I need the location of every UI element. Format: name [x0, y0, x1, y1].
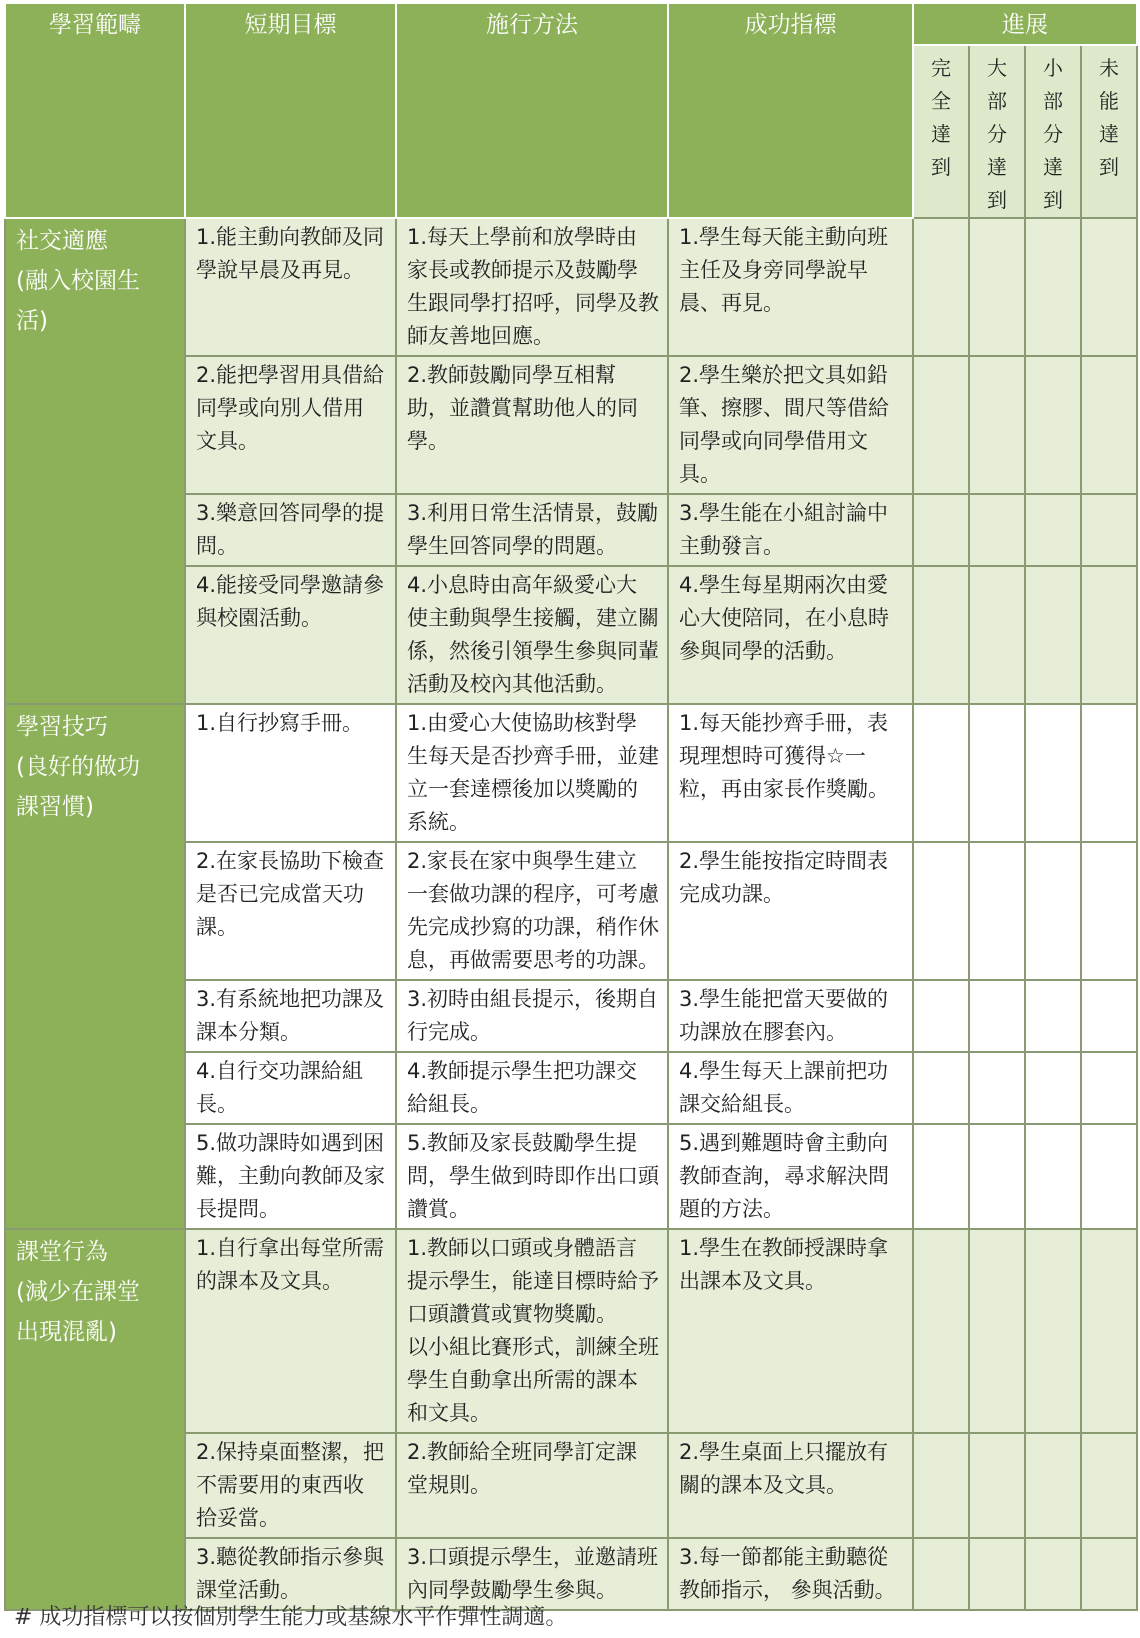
cell-text: 完成功課。	[679, 882, 784, 906]
progress-fully-achieved-cell[interactable]	[913, 356, 969, 494]
indicator-cell	[668, 1433, 913, 1538]
method-cell	[396, 704, 668, 842]
progress-mostly-achieved-cell[interactable]	[969, 494, 1025, 566]
cell-text: 晨、再見。	[679, 291, 784, 315]
cell-text: 不需要用的東西收	[196, 1473, 364, 1497]
cell-text: 提示學生，能達目標時給予	[407, 1269, 659, 1293]
domain-text: 課習慣)	[16, 794, 94, 820]
progress-mostly-achieved-cell[interactable]	[969, 704, 1025, 842]
cell-text: 心大使陪同，在小息時	[679, 606, 889, 630]
cell-text: 關的課本及文具。	[679, 1473, 847, 1497]
cell-text: 課堂活動。	[196, 1578, 301, 1602]
goal-cell	[185, 1229, 396, 1433]
cell-text: 教師指示， 參與活動。	[679, 1578, 896, 1602]
cell-text: 行完成。	[407, 1020, 491, 1044]
progress-fully-achieved-cell[interactable]	[913, 494, 969, 566]
progress-header-char: 小	[1043, 56, 1063, 80]
cell-text: 2.學生能按指定時間表	[679, 849, 889, 873]
domain-cell	[5, 704, 185, 1229]
cell-text: 教師查詢，尋求解決問	[679, 1164, 889, 1188]
progress-partly-achieved-cell[interactable]	[1025, 494, 1081, 566]
progress-fully-achieved-cell[interactable]	[913, 1538, 969, 1610]
progress-fully-achieved-cell[interactable]	[913, 1229, 969, 1433]
method-cell	[396, 494, 668, 566]
cell-text: 1.學生每天能主動向班	[679, 225, 889, 249]
goal-cell	[185, 1433, 396, 1538]
plan-body	[5, 218, 1137, 1610]
method-cell	[396, 1052, 668, 1124]
method-cell	[396, 1124, 668, 1229]
header-success-indicator: 成功指標	[668, 3, 913, 218]
cell-text: 功課放在膠套內。	[679, 1020, 847, 1044]
progress-fully-achieved-cell[interactable]	[913, 566, 969, 704]
progress-fully-achieved-cell[interactable]	[913, 704, 969, 842]
progress-header-char: 到	[931, 155, 951, 179]
goal-cell	[185, 356, 396, 494]
header-progress: 進展	[913, 3, 1137, 45]
goal-cell	[185, 494, 396, 566]
cell-text: 4.能接受同學邀請參	[196, 573, 385, 597]
indicator-cell	[668, 842, 913, 980]
cell-text: 主動發言。	[679, 534, 784, 558]
progress-partly-achieved-cell[interactable]	[1025, 1538, 1081, 1610]
method-cell	[396, 566, 668, 704]
cell-text: 粒，再由家長作獎勵。	[679, 777, 889, 801]
cell-text: 出課本及文具。	[679, 1269, 826, 1293]
cell-text: 3.學生能在小組討論中	[679, 501, 889, 525]
cell-text: 1.由愛心大使協助核對學	[407, 711, 638, 735]
progress-header-char: 達	[931, 122, 951, 146]
domain-text: (融入校園生	[16, 268, 140, 294]
cell-text: 學生回答同學的問題。	[407, 534, 617, 558]
cell-text: 課。	[196, 915, 238, 939]
cell-text: 2.家長在家中與學生建立	[407, 849, 638, 873]
method-cell	[396, 1229, 668, 1433]
cell-text: 3.利用日常生活情景，鼓勵	[407, 501, 659, 525]
cell-text: 給組長。	[407, 1092, 491, 1116]
indicator-cell	[668, 1538, 913, 1610]
progress-partly-achieved-cell[interactable]	[1025, 842, 1081, 980]
method-cell	[396, 842, 668, 980]
cell-text: 筆、擦膠、間尺等借給	[679, 396, 889, 420]
indicator-cell	[668, 566, 913, 704]
method-cell	[396, 356, 668, 494]
method-cell	[396, 218, 668, 356]
table-row	[5, 1229, 1137, 1433]
progress-header-char: 完	[931, 56, 951, 80]
method-cell	[396, 1433, 668, 1538]
progress-mostly-achieved-header	[969, 45, 1025, 218]
cell-text: 同學或向同學借用文	[679, 429, 868, 453]
progress-mostly-achieved-cell[interactable]	[969, 218, 1025, 356]
progress-partly-achieved-cell[interactable]	[1025, 980, 1081, 1052]
indicator-cell	[668, 1229, 913, 1433]
goal-cell	[185, 980, 396, 1052]
domain-text: 學習技巧	[16, 714, 108, 740]
cell-text: 具。	[679, 462, 721, 486]
cell-text: 3.每一節都能主動聽從	[679, 1545, 889, 1569]
cell-text: 學生自動拿出所需的課本	[407, 1368, 638, 1392]
progress-partly-achieved-header	[1025, 45, 1081, 218]
indicator-cell	[668, 980, 913, 1052]
cell-text: 以小組比賽形式，訓練全班	[407, 1335, 659, 1359]
cell-text: 2.保持桌面整潔，把	[196, 1440, 385, 1464]
progress-fully-achieved-cell[interactable]	[913, 218, 969, 356]
domain-text: (減少在課堂	[16, 1279, 140, 1305]
progress-partly-achieved-cell[interactable]	[1025, 704, 1081, 842]
indicator-cell	[668, 1124, 913, 1229]
cell-text: 1.學生在教師授課時拿	[679, 1236, 889, 1260]
progress-header-char: 分	[987, 122, 1007, 146]
cell-text: 5.做功課時如遇到困	[196, 1131, 385, 1155]
goal-cell	[185, 218, 396, 356]
progress-fully-achieved-header	[913, 45, 969, 218]
progress-not-achieved-cell[interactable]	[1081, 1229, 1137, 1433]
progress-fully-achieved-cell[interactable]	[913, 1124, 969, 1229]
method-cell	[396, 980, 668, 1052]
cell-text: 2.在家長協助下檢查	[196, 849, 385, 873]
cell-text: 2.教師給全班同學訂定課	[407, 1440, 638, 1464]
cell-text: 的課本及文具。	[196, 1269, 343, 1293]
progress-header-char: 分	[1043, 122, 1063, 146]
progress-partly-achieved-cell[interactable]	[1025, 1052, 1081, 1124]
goal-cell	[185, 1052, 396, 1124]
progress-header-char: 到	[1099, 155, 1119, 179]
cell-text: 5.教師及家長鼓勵學生提	[407, 1131, 638, 1155]
progress-partly-achieved-cell[interactable]	[1025, 356, 1081, 494]
table-row	[5, 704, 1137, 842]
cell-text: 內同學鼓勵學生參與。	[407, 1578, 617, 1602]
cell-text: 3.有系統地把功課及	[196, 987, 385, 1011]
cell-text: 難，主動向教師及家	[196, 1164, 385, 1188]
table-row	[5, 218, 1137, 356]
cell-text: 助，並讚賞幫助他人的同	[407, 396, 638, 420]
cell-text: 參與同學的活動。	[679, 639, 847, 663]
progress-header-char: 能	[1099, 89, 1119, 113]
cell-text: 課本分類。	[196, 1020, 301, 1044]
progress-not-achieved-cell[interactable]	[1081, 842, 1137, 980]
progress-header-char: 達	[1043, 155, 1063, 179]
cell-text: 5.遇到難題時會主動向	[679, 1131, 889, 1155]
header-short-term-goal: 短期目標	[185, 3, 396, 218]
cell-text: 堂規則。	[407, 1473, 491, 1497]
progress-mostly-achieved-cell[interactable]	[969, 1433, 1025, 1538]
cell-text: 立一套達標後加以獎勵的	[407, 777, 638, 801]
progress-mostly-achieved-cell[interactable]	[969, 566, 1025, 704]
domain-text: (良好的做功	[16, 754, 140, 780]
cell-text: 1.自行抄寫手冊。	[196, 711, 364, 735]
progress-not-achieved-cell[interactable]	[1081, 704, 1137, 842]
progress-header-char: 大	[987, 56, 1007, 80]
cell-text: 息，再做需要思考的功課。	[407, 948, 659, 972]
cell-text: 3.初時由組長提示，後期自	[407, 987, 659, 1011]
cell-text: 活動及校內其他活動。	[407, 672, 617, 696]
progress-not-achieved-cell[interactable]	[1081, 980, 1137, 1052]
cell-text: 學。	[407, 429, 449, 453]
cell-text: 長提問。	[196, 1197, 280, 1221]
cell-text: 先完成抄寫的功課，稍作休	[407, 915, 659, 939]
indicator-cell	[668, 218, 913, 356]
progress-partly-achieved-cell[interactable]	[1025, 1124, 1081, 1229]
progress-not-achieved-cell[interactable]	[1081, 494, 1137, 566]
progress-not-achieved-cell[interactable]	[1081, 356, 1137, 494]
progress-header-char: 全	[931, 89, 951, 113]
domain-cell	[5, 1229, 185, 1610]
progress-header-char: 達	[987, 155, 1007, 179]
cell-text: 2.能把學習用具借給	[196, 363, 385, 387]
progress-not-achieved-header	[1081, 45, 1137, 218]
cell-text: 1.每天上學前和放學時由	[407, 225, 638, 249]
cell-text: 1.每天能抄齊手冊，表	[679, 711, 889, 735]
cell-text: 1.教師以口頭或身體語言	[407, 1236, 638, 1260]
footnote: # 成功指標可以按個別學生能力或基線水平作彈性調適。	[14, 1605, 568, 1630]
cell-text: 係，然後引領學生參與同輩	[407, 639, 659, 663]
iep-plan-table	[4, 2, 1138, 1611]
progress-partly-achieved-cell[interactable]	[1025, 1433, 1081, 1538]
cell-text: 4.學生每星期兩次由愛	[679, 573, 889, 597]
cell-text: 課交給組長。	[679, 1092, 805, 1116]
cell-text: 同學或向別人借用	[196, 396, 364, 420]
cell-text: 和文具。	[407, 1401, 491, 1425]
cell-text: 與校園活動。	[196, 606, 322, 630]
cell-text: 長。	[196, 1092, 238, 1116]
cell-text: 2.教師鼓勵同學互相幫	[407, 363, 617, 387]
goal-cell	[185, 1124, 396, 1229]
progress-fully-achieved-cell[interactable]	[913, 980, 969, 1052]
progress-fully-achieved-cell[interactable]	[913, 842, 969, 980]
progress-partly-achieved-cell[interactable]	[1025, 1229, 1081, 1433]
progress-fully-achieved-cell[interactable]	[913, 1052, 969, 1124]
progress-not-achieved-cell[interactable]	[1081, 218, 1137, 356]
progress-mostly-achieved-cell[interactable]	[969, 356, 1025, 494]
header-row	[5, 3, 1137, 45]
cell-text: 主任及身旁同學說早	[679, 258, 868, 282]
cell-text: 4.小息時由高年級愛心大	[407, 573, 638, 597]
cell-text: 文具。	[196, 429, 259, 453]
indicator-cell	[668, 494, 913, 566]
cell-text: 系統。	[407, 810, 470, 834]
progress-not-achieved-cell[interactable]	[1081, 1124, 1137, 1229]
cell-text: 學說早晨及再見。	[196, 258, 364, 282]
domain-cell	[5, 218, 185, 704]
progress-not-achieved-cell[interactable]	[1081, 1538, 1137, 1610]
goal-cell	[185, 566, 396, 704]
cell-text: 生每天是否抄齊手冊，並建	[407, 744, 659, 768]
cell-text: 2.學生桌面上只擺放有	[679, 1440, 889, 1464]
progress-not-achieved-cell[interactable]	[1081, 566, 1137, 704]
cell-text: 現理想時可獲得☆一	[679, 744, 866, 768]
goal-cell	[185, 704, 396, 842]
header-domain: 學習範疇	[5, 3, 185, 218]
progress-mostly-achieved-cell[interactable]	[969, 1052, 1025, 1124]
domain-text: 社交適應	[16, 228, 108, 254]
header-method: 施行方法	[396, 3, 668, 218]
progress-header-char: 到	[1043, 188, 1063, 212]
domain-text: 出現混亂)	[16, 1319, 117, 1345]
progress-mostly-achieved-cell[interactable]	[969, 1538, 1025, 1610]
cell-text: 4.自行交功課給組	[196, 1059, 364, 1083]
cell-text: 3.樂意回答同學的提	[196, 501, 385, 525]
cell-text: 3.學生能把當天要做的	[679, 987, 889, 1011]
progress-header-char: 未	[1099, 56, 1119, 80]
cell-text: 使主動與學生接觸，建立關	[407, 606, 659, 630]
progress-mostly-achieved-cell[interactable]	[969, 842, 1025, 980]
progress-not-achieved-cell[interactable]	[1081, 1433, 1137, 1538]
progress-header-char: 部	[987, 89, 1007, 113]
progress-header-char: 達	[1099, 122, 1119, 146]
indicator-cell	[668, 704, 913, 842]
progress-partly-achieved-cell[interactable]	[1025, 218, 1081, 356]
cell-text: 題的方法。	[679, 1197, 784, 1221]
cell-text: 生跟同學打招呼，同學及教	[407, 291, 659, 315]
progress-mostly-achieved-cell[interactable]	[969, 980, 1025, 1052]
cell-text: 4.教師提示學生把功課交	[407, 1059, 638, 1083]
goal-cell	[185, 842, 396, 980]
indicator-cell	[668, 1052, 913, 1124]
domain-text: 活)	[16, 308, 48, 334]
domain-text: 課堂行為	[16, 1239, 108, 1265]
cell-text: 是否已完成當天功	[196, 882, 364, 906]
cell-text: 1.自行拿出每堂所需	[196, 1236, 385, 1260]
progress-header-char: 到	[987, 188, 1007, 212]
cell-text: 師友善地回應。	[407, 324, 554, 348]
cell-text: 讚賞。	[407, 1197, 470, 1221]
indicator-cell	[668, 356, 913, 494]
cell-text: 問。	[196, 534, 238, 558]
cell-text: 拾妥當。	[196, 1506, 280, 1530]
cell-text: 3.聽從教師指示參與	[196, 1545, 385, 1569]
cell-text: 問，學生做到時即作出口頭	[407, 1164, 659, 1188]
progress-partly-achieved-cell[interactable]	[1025, 566, 1081, 704]
cell-text: 4.學生每天上課前把功	[679, 1059, 889, 1083]
progress-header-char: 部	[1043, 89, 1063, 113]
progress-mostly-achieved-cell[interactable]	[969, 1229, 1025, 1433]
cell-text: 1.能主動向教師及同	[196, 225, 385, 249]
cell-text: 一套做功課的程序，可考慮	[407, 882, 659, 906]
cell-text: 3.口頭提示學生，並邀請班	[407, 1545, 659, 1569]
cell-text: 家長或教師提示及鼓勵學	[407, 258, 638, 282]
cell-text: 2.學生樂於把文具如鉛	[679, 363, 889, 387]
progress-fully-achieved-cell[interactable]	[913, 1433, 969, 1538]
cell-text: 口頭讚賞或實物獎勵。	[407, 1302, 617, 1326]
progress-not-achieved-cell[interactable]	[1081, 1052, 1137, 1124]
progress-mostly-achieved-cell[interactable]	[969, 1124, 1025, 1229]
